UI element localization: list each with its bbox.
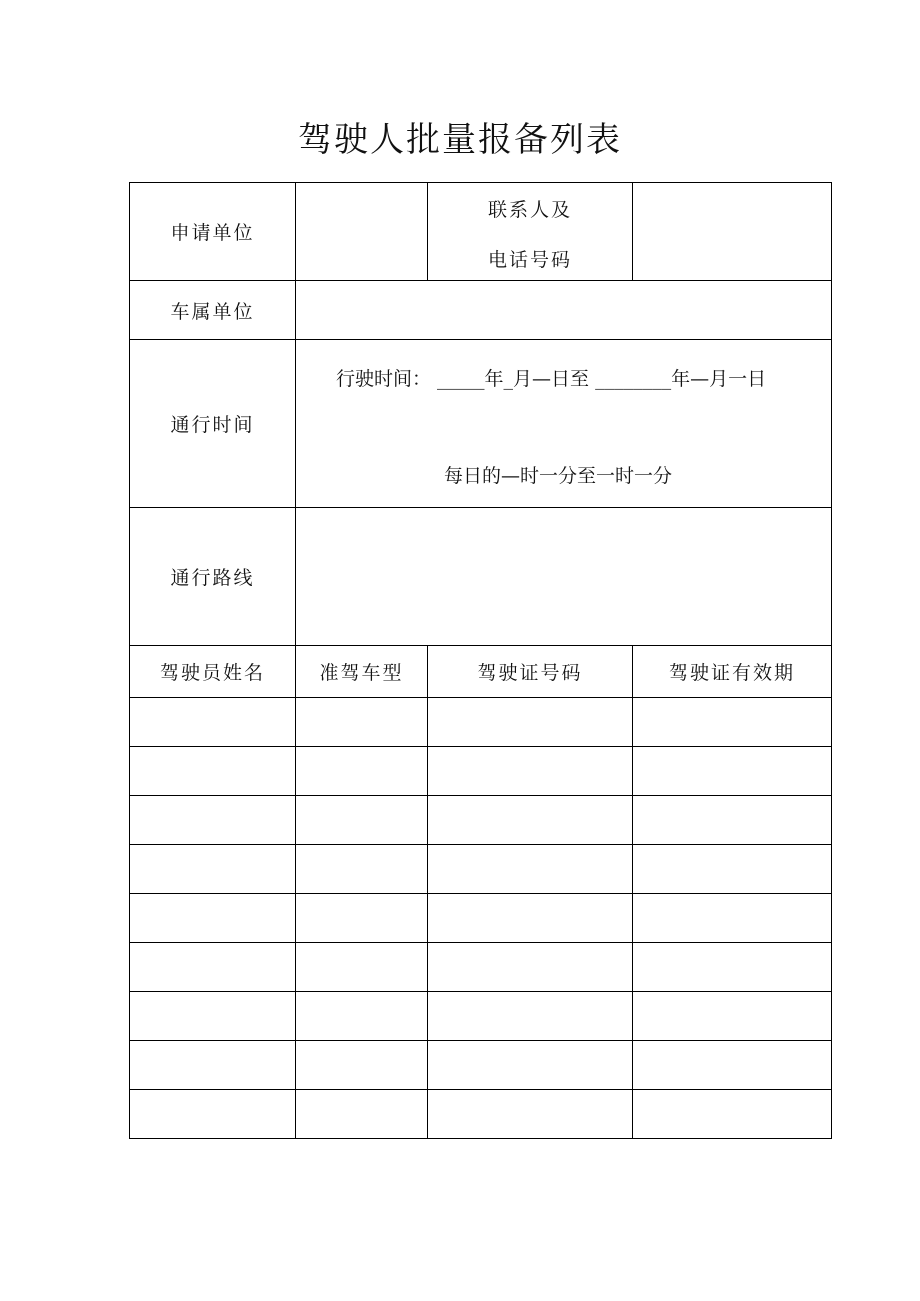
vehicle-class-cell[interactable] xyxy=(296,1090,428,1139)
vehicle-owner-field[interactable] xyxy=(296,281,832,340)
license-number-cell[interactable] xyxy=(428,1041,633,1090)
route-row xyxy=(130,508,832,646)
license-validity-cell[interactable] xyxy=(633,1041,832,1090)
contact-field[interactable] xyxy=(633,183,832,281)
driver-row xyxy=(130,796,832,845)
vehicle-class-cell[interactable] xyxy=(296,894,428,943)
license-number-cell[interactable] xyxy=(428,1090,633,1139)
driver-row xyxy=(130,894,832,943)
license-number-cell[interactable] xyxy=(428,845,633,894)
daily-time-range: 每日的—时一分至一时一分 xyxy=(444,465,673,487)
license-number-cell[interactable] xyxy=(428,698,633,747)
license-validity-cell[interactable] xyxy=(633,845,832,894)
contact-label xyxy=(428,183,633,281)
vehicle-owner-row xyxy=(130,281,832,340)
license-number-cell[interactable] xyxy=(428,894,633,943)
column-header-driver-name: 驾驶员姓名 xyxy=(130,646,296,698)
license-validity-cell[interactable] xyxy=(633,698,832,747)
license-validity-cell[interactable] xyxy=(633,1090,832,1139)
vehicle-class-cell[interactable] xyxy=(296,943,428,992)
pass-time-row xyxy=(130,340,832,508)
license-number-cell[interactable] xyxy=(428,992,633,1041)
driver-name-cell[interactable] xyxy=(130,698,296,747)
vehicle-class-cell[interactable] xyxy=(296,845,428,894)
driver-row xyxy=(130,747,832,796)
contact-label-line1: 联系人及 xyxy=(487,199,572,221)
driver-name-cell[interactable] xyxy=(130,845,296,894)
driver-row xyxy=(130,1090,832,1139)
driver-row xyxy=(130,845,832,894)
applicant-row xyxy=(130,183,832,281)
applicant-label: 申请单位 xyxy=(130,183,296,281)
travel-date-range: 行驶时间： _____年_月—日至 ________年—月一日 xyxy=(336,368,767,390)
driver-name-cell[interactable] xyxy=(130,1090,296,1139)
driver-name-cell[interactable] xyxy=(130,992,296,1041)
applicant-field[interactable] xyxy=(296,183,428,281)
license-validity-cell[interactable] xyxy=(633,747,832,796)
driver-name-cell[interactable] xyxy=(130,796,296,845)
driver-header-row xyxy=(130,646,832,698)
pass-time-field[interactable] xyxy=(296,340,832,508)
pass-time-label: 通行时间 xyxy=(130,340,296,508)
vehicle-class-cell[interactable] xyxy=(296,992,428,1041)
registration-form-table xyxy=(129,182,832,1139)
driver-row xyxy=(130,1041,832,1090)
license-number-cell[interactable] xyxy=(428,943,633,992)
column-header-license-number: 驾驶证号码 xyxy=(428,646,633,698)
vehicle-owner-label: 车属单位 xyxy=(130,281,296,340)
driver-row xyxy=(130,992,832,1041)
route-label: 通行路线 xyxy=(130,508,296,646)
license-number-cell[interactable] xyxy=(428,747,633,796)
vehicle-class-cell[interactable] xyxy=(296,1041,428,1090)
route-field[interactable] xyxy=(296,508,832,646)
vehicle-class-cell[interactable] xyxy=(296,698,428,747)
driver-name-cell[interactable] xyxy=(130,1041,296,1090)
driver-name-cell[interactable] xyxy=(130,943,296,992)
driver-row xyxy=(130,698,832,747)
page-title: 驾驶人批量报备列表 xyxy=(298,120,622,160)
driver-name-cell[interactable] xyxy=(130,894,296,943)
contact-label-line2: 电话号码 xyxy=(487,249,572,271)
license-number-cell[interactable] xyxy=(428,796,633,845)
column-header-license-validity: 驾驶证有效期 xyxy=(633,646,832,698)
driver-rows xyxy=(130,698,832,1139)
driver-name-cell[interactable] xyxy=(130,747,296,796)
license-validity-cell[interactable] xyxy=(633,943,832,992)
license-validity-cell[interactable] xyxy=(633,796,832,845)
license-validity-cell[interactable] xyxy=(633,992,832,1041)
vehicle-class-cell[interactable] xyxy=(296,747,428,796)
vehicle-class-cell[interactable] xyxy=(296,796,428,845)
driver-row xyxy=(130,943,832,992)
column-header-vehicle-class: 准驾车型 xyxy=(296,646,428,698)
license-validity-cell[interactable] xyxy=(633,894,832,943)
